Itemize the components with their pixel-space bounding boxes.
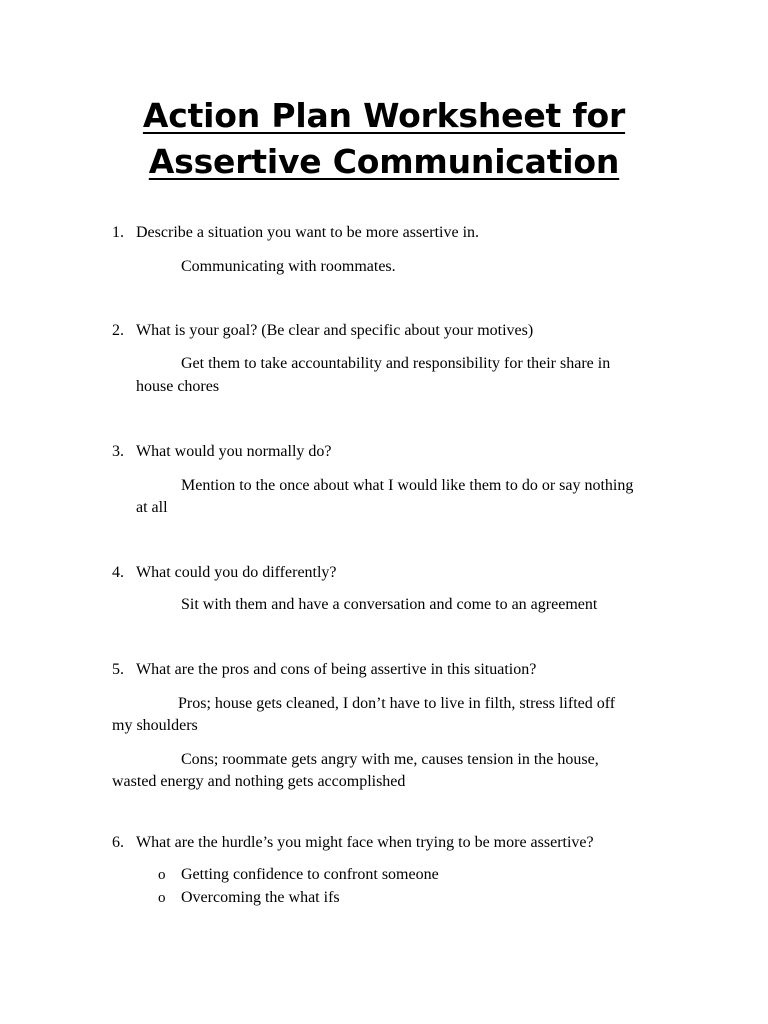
question-number: 4. [112,564,124,581]
question-number: 5. [112,661,124,678]
answer-line: Mention to the once about what I would like them to do or say nothing [181,477,634,494]
hollow-bullet-icon: o [158,867,166,883]
question-prompt: What would you normally do? [136,443,332,460]
pros-line: Pros; house gets cleaned, I don’t have to live in filth, stress lifted off [178,695,616,712]
cons-line: Cons; roommate gets angry with me, causes tension in the house, [181,751,599,768]
question-prompt: What could you do differently? [136,564,337,581]
question-prompt: What are the hurdle’s you might face when trying to be more assertive? [136,834,594,851]
hollow-bullet-icon: o [158,890,166,906]
question-number: 6. [112,834,124,851]
question-prompt: What are the pros and cons of being assertive in this situation? [136,661,537,678]
question-number: 1. [112,224,124,241]
bullet-item: Getting confidence to confront someone [181,866,439,883]
worksheet-title-line-2: Assertive Communication [148,142,620,181]
answer-line: at all [136,499,168,516]
question-number: 3. [112,443,124,460]
answer-line: Get them to take accountability and responsibility for their share in [181,355,611,372]
bullet-item: Overcoming the what ifs [181,889,340,906]
worksheet-title-line-1: Action Plan Worksheet for [142,96,626,135]
question-number: 2. [112,322,124,339]
pros-line: my shoulders [112,717,198,734]
answer-line: house chores [136,378,220,395]
question-prompt: What is your goal? (Be clear and specific about your motives) [136,322,534,339]
answer-line: Communicating with roommates. [181,258,396,275]
cons-line: wasted energy and nothing gets accomplished [112,773,406,790]
answer-line: Sit with them and have a conversation and come to an agreement [181,596,598,613]
question-prompt: Describe a situation you want to be more assertive in. [136,224,480,241]
